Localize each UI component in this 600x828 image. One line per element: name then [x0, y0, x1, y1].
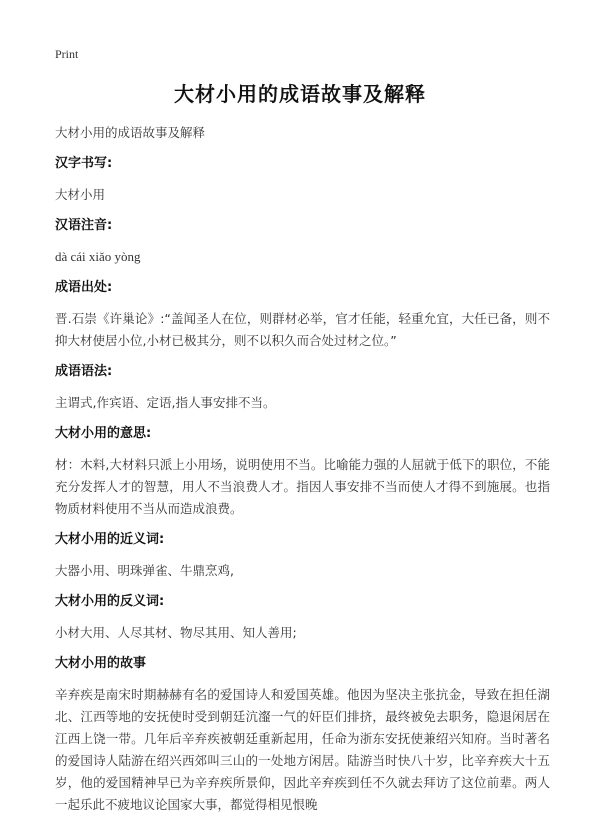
- synonyms-text: 大器小用、明珠弹雀、牛鼎烹鸡,: [55, 563, 234, 578]
- document-content: [55, 122, 550, 816]
- story-heading: 大材小用的故事: [55, 656, 147, 671]
- hanzi-heading: 汉字书写:: [55, 156, 113, 171]
- subtitle: 大材小用的成语故事及解释: [55, 125, 206, 140]
- hanzi-text: 大材小用: [55, 187, 106, 202]
- synonyms-heading: 大材小用的近义词:: [55, 532, 165, 547]
- grammar-text: 主谓式,作宾语、定语,指人事安排不当。: [55, 395, 276, 410]
- antonyms-heading: 大材小用的反义词:: [55, 594, 165, 609]
- page-title: 大材小用的成语故事及解释: [174, 82, 426, 106]
- print-link[interactable]: Print: [55, 47, 79, 61]
- pinyin-text: dà cái xiǎo yòng: [55, 249, 141, 264]
- meaning-heading: 大材小用的意思:: [55, 426, 152, 441]
- meaning-text: 材：木料,大材料只派上小用场，说明使用不当。比喻能力强的人屈就于低下的职位，不能充分发挥人才的智慧，用人不当浪费人才。指因人事安排不当而使人才得不到施展。也指物质材料使用不当从而造成浪费。: [55, 457, 550, 516]
- source-heading: 成语出处:: [55, 280, 113, 295]
- antonyms-text: 小材大用、人尽其材、物尽其用、知人善用;: [55, 625, 297, 640]
- grammar-heading: 成语语法:: [55, 364, 113, 379]
- pinyin-heading: 汉语注音:: [55, 218, 113, 233]
- source-text: 晋.石崇《许巢论》:“盖闻圣人在位，则群材必举，官才任能，轻重允宜，大任已备，则不抑大材使居小位,小材已极其分，则不以积久而合处过材之位。”: [55, 311, 550, 348]
- story-text: 辛弃疾是南宋时期赫赫有名的爱国诗人和爱国英雄。他因为坚决主张抗金，导致在担任湖北、江西等地的安抚使时受到朝廷沆瀣一气的奸臣们排挤，最终被免去职务，隐退闲居在江西上饶一带。几年后辛弃疾被朝廷重新起用，任命为浙东安抚使兼绍兴知府。当时著名的爱国诗人陆游在绍兴西郊叫三山的一处地方闲居。陆游当时快八十岁，比辛弃疾大十五岁，他的爱国精神早已为辛弃疾所景仰，因此辛弃疾到任不久就去拜访了这位前辈。两人一起乐此不疲地议论国家大事，都觉得相见恨晚: [55, 687, 550, 812]
